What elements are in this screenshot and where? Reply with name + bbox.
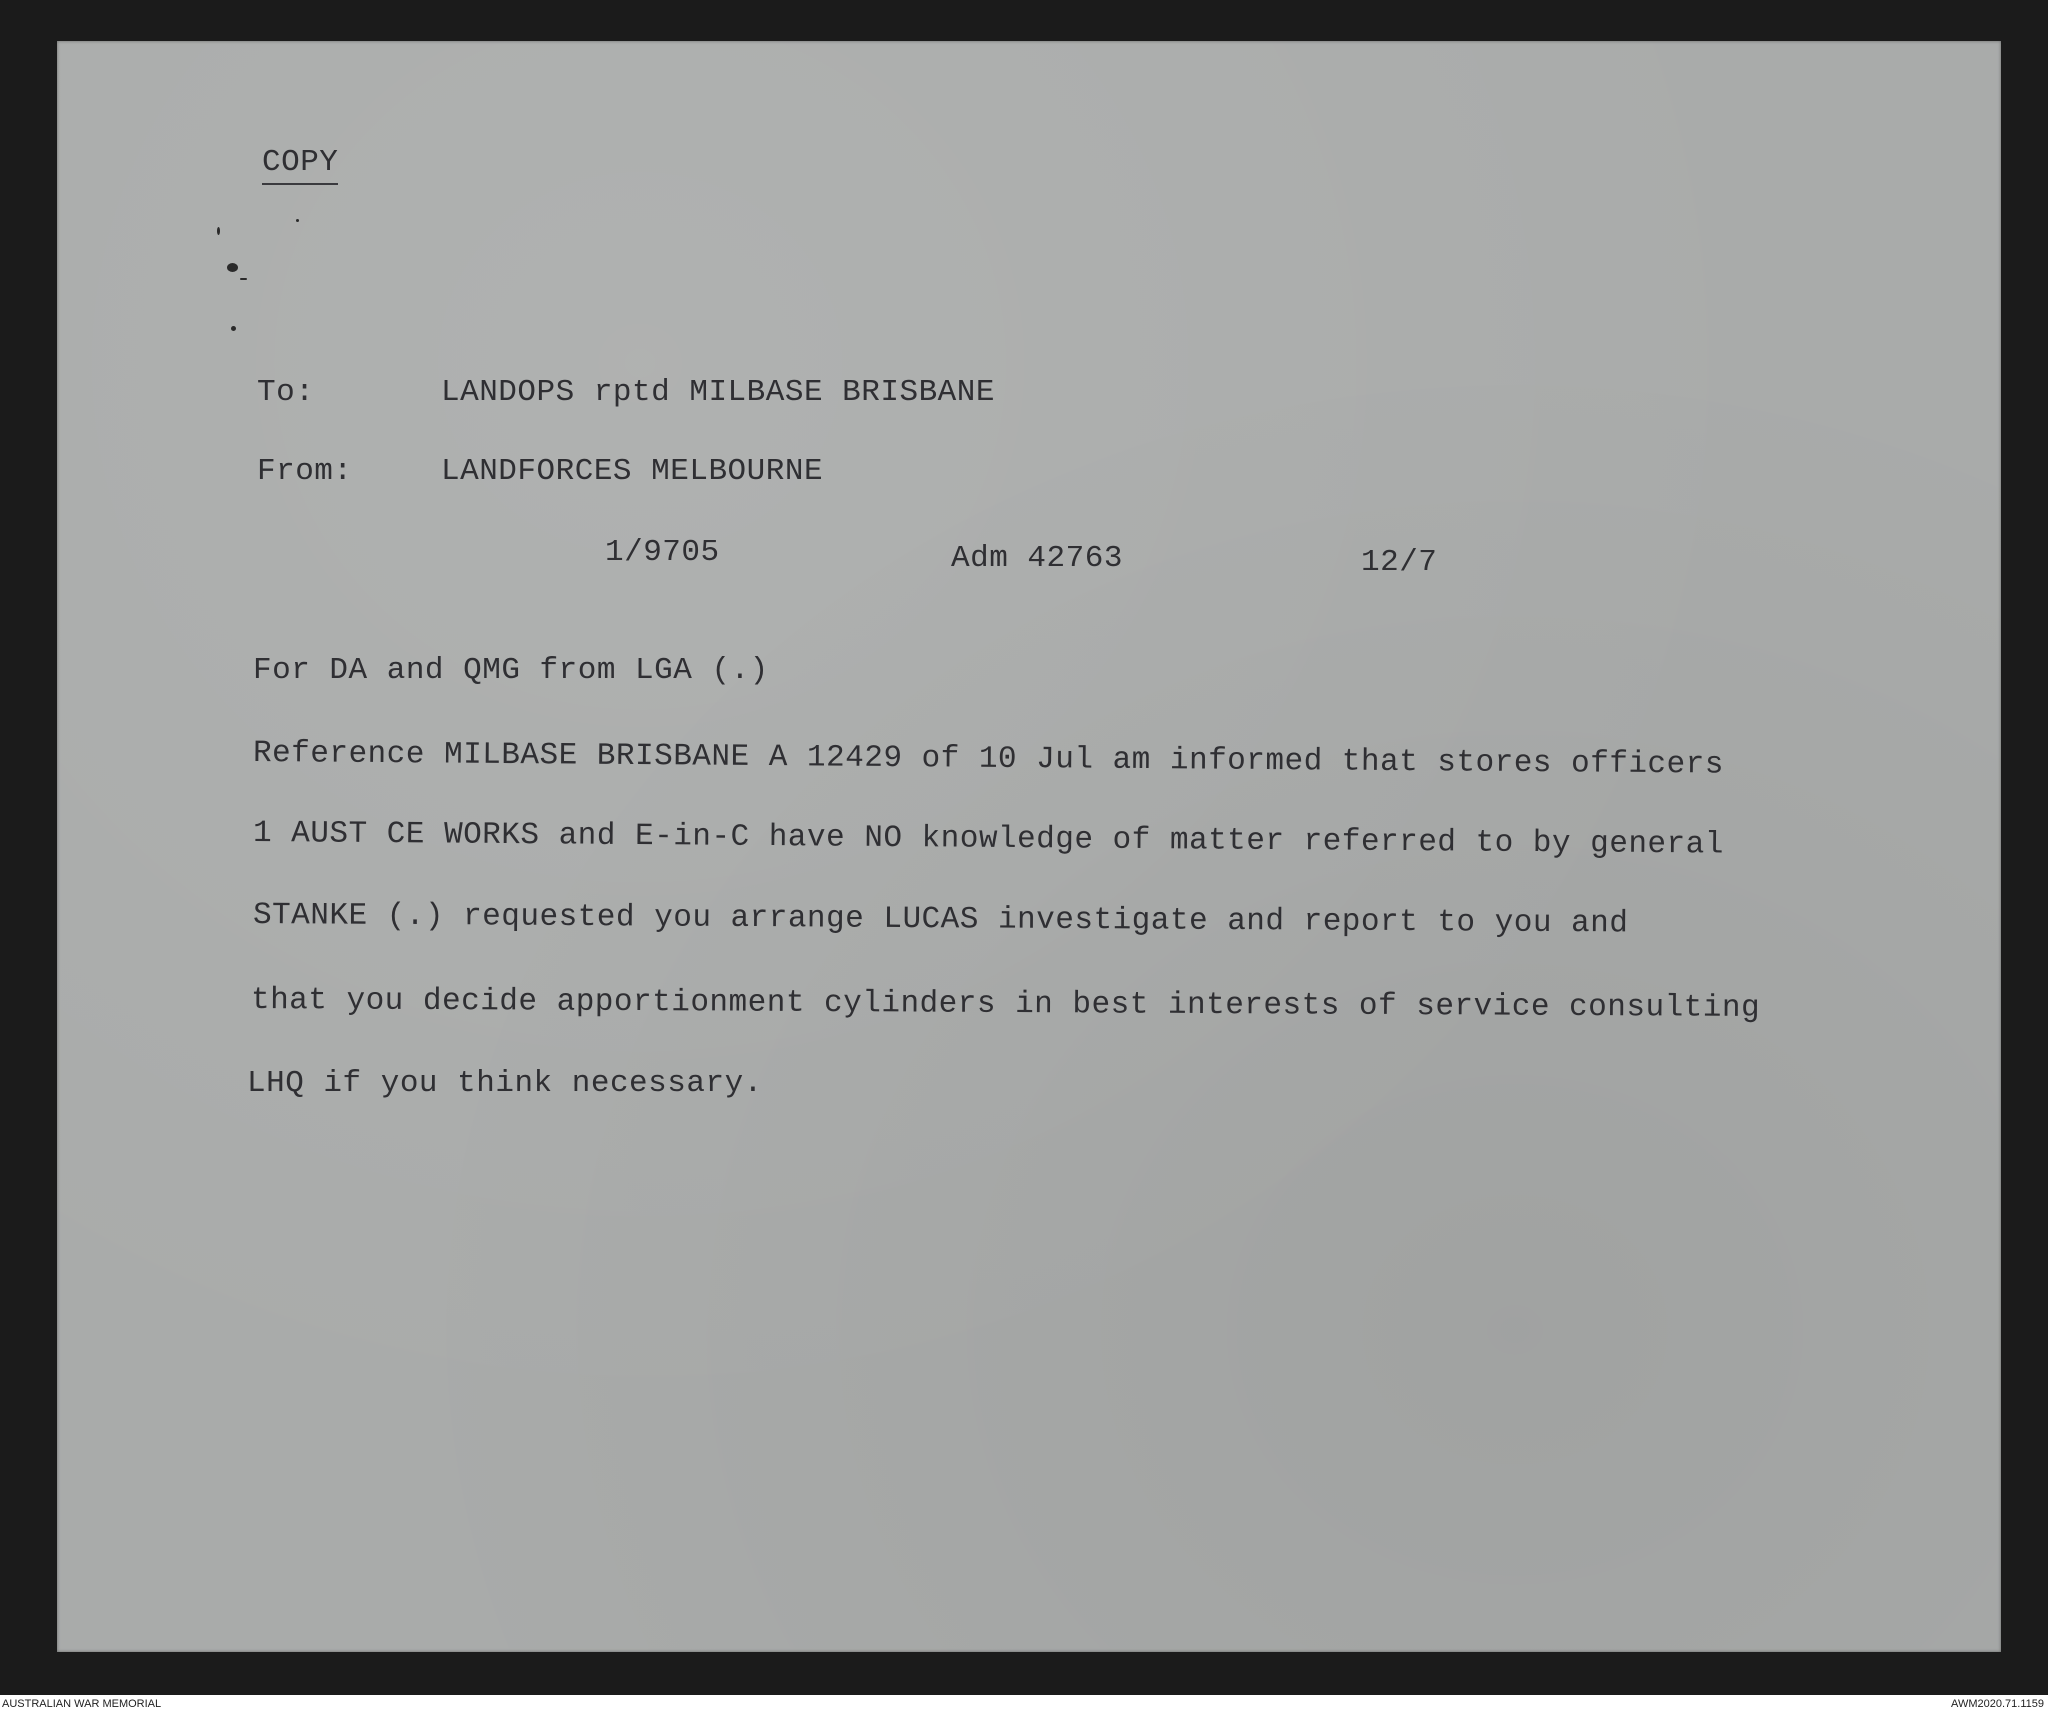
ink-speck: [231, 326, 236, 331]
body-line-1: For DA and QMG from LGA (.): [253, 653, 769, 688]
admin-reference: Adm 42763: [951, 541, 1123, 576]
body-line-3: 1 AUST CE WORKS and E-in-C have NO knowledge of matter referred to by general: [252, 816, 1725, 863]
ink-speck: [296, 219, 299, 222]
body-line-2: Reference MILBASE BRISBANE A 12429 of 10 Jul am informed that stores officers: [252, 736, 1725, 783]
to-recipient: LANDOPS rptd MILBASE BRISBANE: [441, 375, 995, 410]
body-line-4: STANKE (.) requested you arrange LUCAS investigate and report to you and: [252, 898, 1629, 942]
date-reference: 12/7: [1361, 545, 1438, 580]
from-label: From:: [257, 454, 353, 489]
body-line-5: that you decide apportionment cylinders in best interests of service consulting: [250, 983, 1761, 1026]
ink-speck: [240, 278, 247, 280]
message-number: 1/9705: [605, 535, 720, 570]
to-label: To:: [257, 375, 315, 410]
accession-number: AWM2020.71.1159: [1951, 1698, 2044, 1710]
institution-credit: AUSTRALIAN WAR MEMORIAL: [2, 1698, 162, 1710]
ink-blot: [227, 263, 238, 272]
body-line-6: LHQ if you think necessary.: [247, 1066, 763, 1101]
copy-heading: COPY: [262, 147, 338, 185]
ink-speck: [217, 227, 220, 235]
from-sender: LANDFORCES MELBOURNE: [441, 454, 824, 489]
